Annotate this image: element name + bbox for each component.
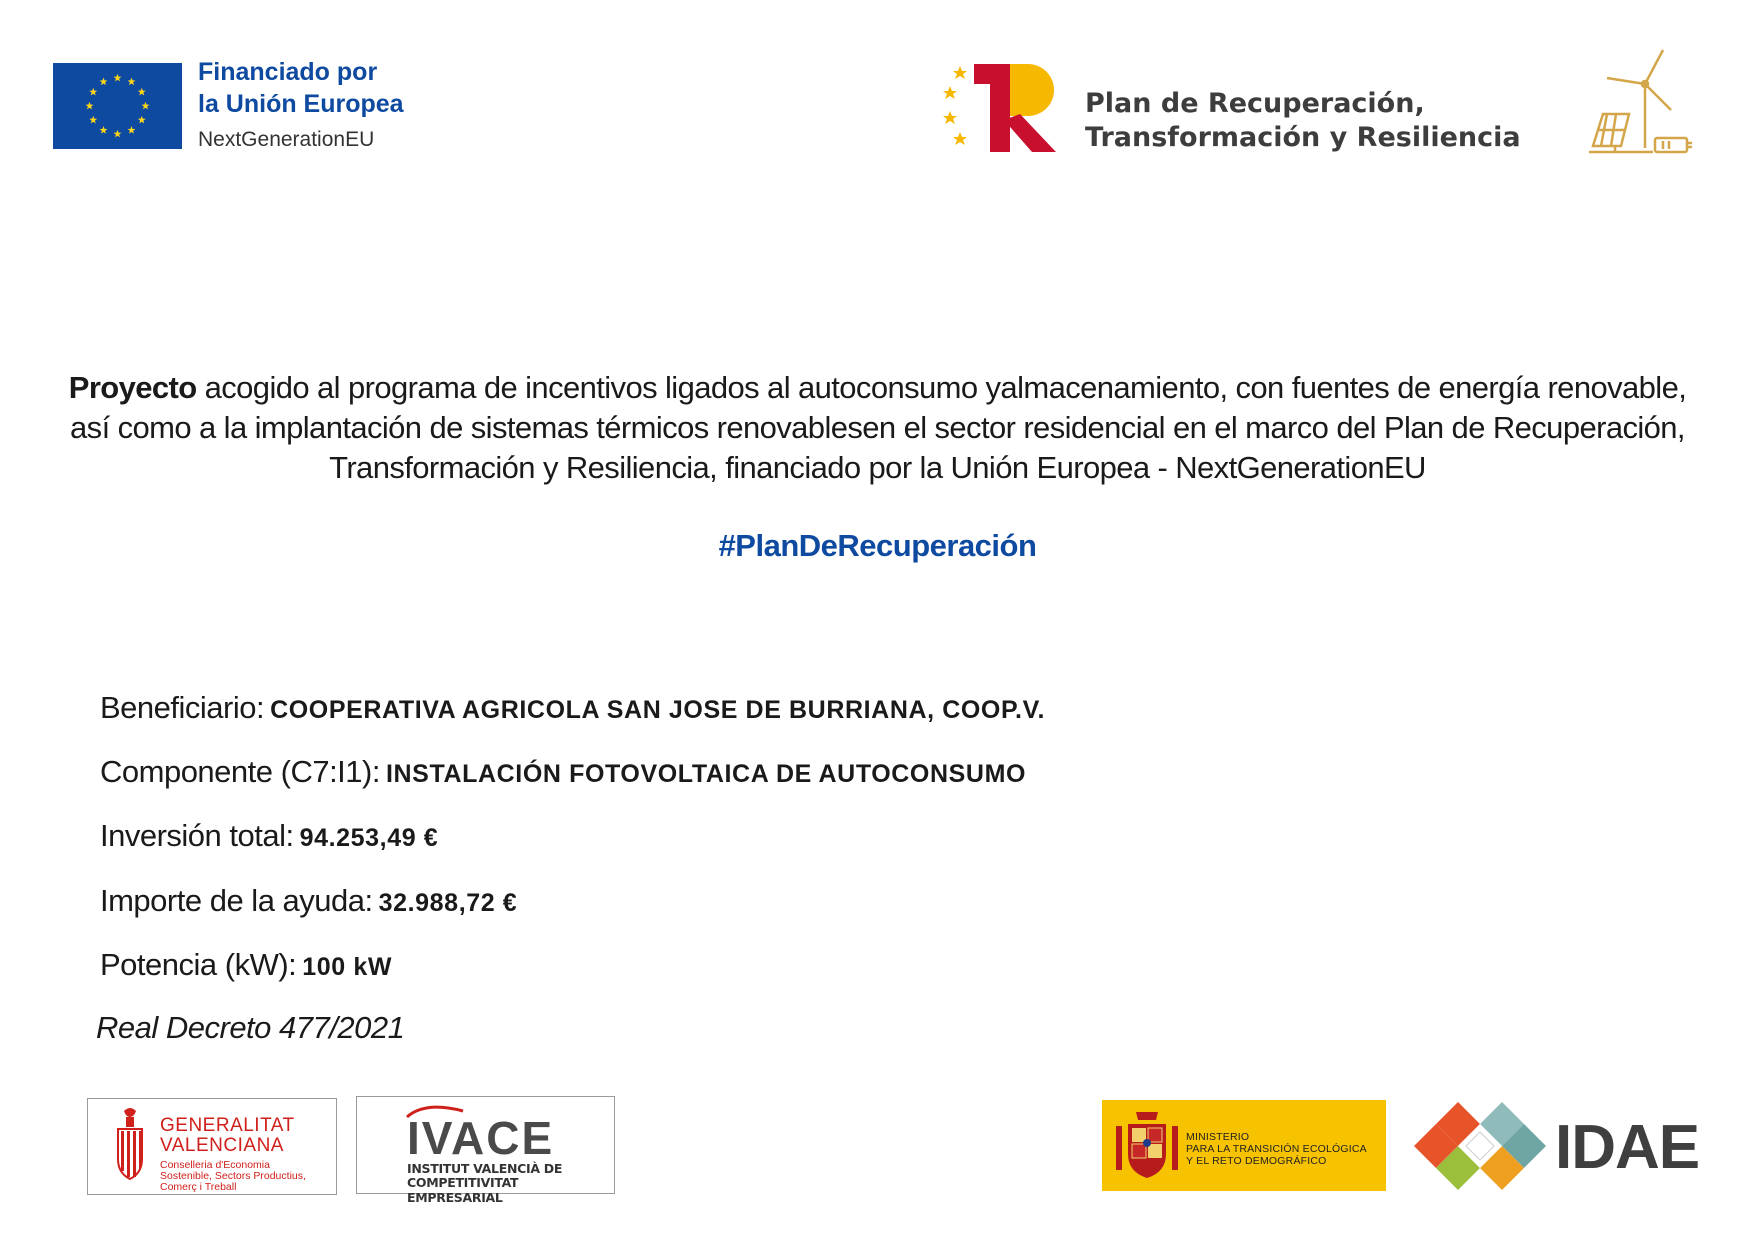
prtr-stars-icon bbox=[943, 66, 967, 145]
renewable-energy-icon bbox=[1585, 48, 1697, 160]
field-inversion bbox=[100, 818, 438, 854]
intro-lead: Proyecto bbox=[68, 370, 197, 405]
decree-reference: Real Decreto 477/2021 bbox=[96, 1010, 405, 1045]
spain-coat-of-arms-icon bbox=[1112, 1106, 1182, 1186]
idae-logo bbox=[1410, 1098, 1700, 1194]
ivace-sub-line1: INSTITUT VALENCIÀ DE bbox=[407, 1161, 563, 1176]
inversion-label: Inversión total: bbox=[100, 818, 294, 853]
idae-name: IDAE bbox=[1555, 1113, 1700, 1182]
miteco-line1: MINISTERIO bbox=[1186, 1131, 1250, 1143]
gva-sub-line3: Comerç i Treball bbox=[160, 1181, 237, 1193]
potencia-value: 100 kW bbox=[302, 953, 393, 981]
beneficiario-value: COOPERATIVA AGRICOLA SAN JOSE DE BURRIANA, COOP.V. bbox=[270, 696, 1046, 724]
eu-funding-line2: la Unión Europea bbox=[198, 90, 404, 118]
prtr-title-line2: Transformación y Resiliencia bbox=[1085, 122, 1521, 153]
miteco-line3: Y EL RETO DEMOGRÁFICO bbox=[1186, 1155, 1327, 1167]
eu-stars-icon bbox=[53, 63, 182, 149]
eu-funding-line3: NextGenerationEU bbox=[198, 128, 375, 151]
intro-text: acogido al programa de incentivos ligados al autoconsumo yalmacenamiento, con fuentes de energía renovable, así como a la implantación de sistemas térmicos renovablesen el sector residencial en el marco del Plan de Recuperación, Transformación y Resiliencia, financiado por la Unión Europea - NextGenerationEU bbox=[70, 370, 1687, 485]
intro-paragraph bbox=[60, 368, 1695, 488]
inversion-value: 94.253,49 € bbox=[299, 824, 439, 852]
field-beneficiario bbox=[100, 690, 1045, 726]
field-componente bbox=[100, 754, 1026, 790]
field-potencia bbox=[100, 947, 392, 983]
field-importe bbox=[100, 883, 517, 919]
generalitat-valenciana-logo bbox=[87, 1098, 337, 1195]
potencia-label: Potencia (kW): bbox=[100, 947, 297, 982]
miteco-line2: PARA LA TRANSICIÓN ECOLÓGICA bbox=[1186, 1143, 1367, 1155]
ivace-logo bbox=[356, 1096, 615, 1205]
eu-flag-logo bbox=[53, 63, 182, 149]
eu-funding-line1: Financiado por bbox=[198, 58, 378, 86]
ivace-name: IVACE bbox=[407, 1112, 555, 1164]
idae-knot-icon bbox=[1410, 1098, 1550, 1194]
ministerio-transicion-ecologica-logo bbox=[1102, 1100, 1386, 1191]
prtr-title-line1: Plan de Recuperación, bbox=[1085, 88, 1425, 119]
gva-title-line1: GENERALITAT bbox=[160, 1115, 295, 1136]
gva-title-line2: VALENCIANA bbox=[160, 1135, 284, 1156]
gva-crest-icon bbox=[110, 1105, 150, 1185]
componente-label: Componente (C7:I1): bbox=[100, 754, 380, 789]
importe-label: Importe de la ayuda: bbox=[100, 883, 373, 918]
hashtag: #PlanDeRecuperación bbox=[718, 528, 1037, 563]
componente-value: INSTALACIÓN FOTOVOLTAICA DE AUTOCONSUMO bbox=[385, 760, 1027, 788]
beneficiario-label: Beneficiario: bbox=[100, 690, 265, 725]
gva-sub-line2: Sostenible, Sectors Productius, bbox=[160, 1170, 306, 1182]
prtr-logo-mark bbox=[940, 58, 1058, 158]
gva-sub-line1: Conselleria d'Economia bbox=[160, 1159, 270, 1171]
importe-value: 32.988,72 € bbox=[378, 889, 518, 917]
ivace-sub-line2: COMPETITIVITAT EMPRESARIAL bbox=[407, 1175, 519, 1205]
